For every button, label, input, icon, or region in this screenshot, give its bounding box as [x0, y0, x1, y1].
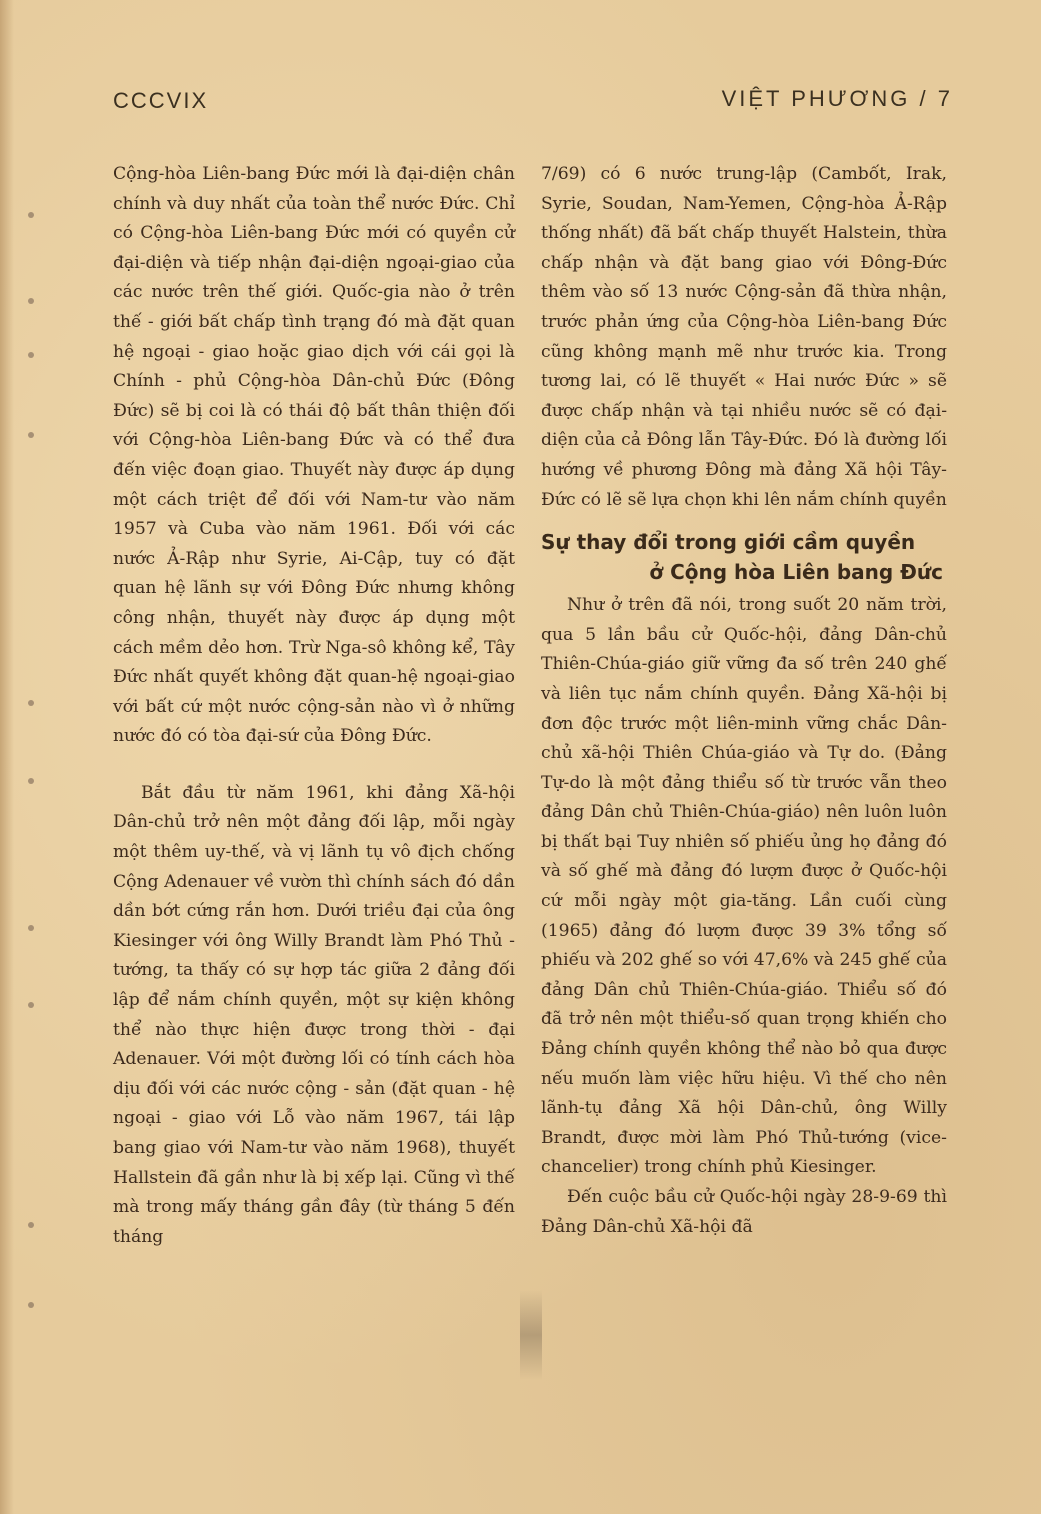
page-edge	[0, 0, 14, 1514]
section-heading	[541, 527, 947, 587]
right-column	[541, 160, 947, 1242]
paragraph: Như ở trên đã nói, trong suốt 20 năm trời, qua 5 lần bầu cử Quốc-hội, đảng Dân-chủ Thiên-Chúa-giáo giữ vững đa số trên 240 ghế và liên tục nắm chính quyền. Đảng Xã-hội bị đơn độc trước một liên-minh vững chắc Dân-chủ xã-hội Thiên Chúa-giáo và Tự do. (Đảng Tự-do là một đảng thiểu số từ trước vẫn theo đảng Dân chủ Thiên-Chúa-giáo) nên luôn luôn bị thất bại Tuy nhiên số phiếu ủng họ đảng đó và số ghế mà đảng đó lượm được ở Quốc-hội cứ mỗi ngày một gia-tăng. Lần cuối cùng (1965) đảng đó lượm được 39 3% tổng số phiếu và 202 ghế so với 47,6% và 245 ghế của đảng Dân chủ Thiên-Chúa-giáo. Thiểu số đó đã trở nên một thiểu-số quan trọng khiến cho Đảng chính quyền không thể nào bỏ qua được nếu muốn làm việc hữu hiệu. Vì thế cho nên lãnh-tụ đảng Xã hội Dân-chủ, ông Willy Brandt, được mời làm Phó Thủ-tướng (vice-chancelier) trong chính phủ Kiesinger.	[541, 595, 947, 1178]
binding-hole	[28, 298, 34, 304]
running-header-right: VIỆT PHƯƠNG / 7	[721, 86, 953, 111]
binding-hole	[28, 778, 34, 784]
paragraph: Bắt đầu từ năm 1961, khi đảng Xã-hội Dân-chủ trở nên một đảng đối lập, mỗi ngày một thêm uy-thế, và vị lãnh tụ vô địch chống Cộng Adenauer về vườn thì chính sách đó dần dần bớt cứng rắn hơn. Dưới triều đại của ông Kiesinger với ông Willy Brandt làm Phó Thủ - tướng, ta thấy có sự hợp tác giữa 2 đảng đối lập để nắm chính quyền, một sự kiện không thể nào thực hiện được trong thời - đại Adenauer. Với một đường lối có tính cách hòa dịu đối với các nước cộng - sản (đặt quan - hệ ngoại - giao với Lỗ vào năm 1967, tái lập bang giao với Nam-tư vào năm 1968), thuyết Hallstein đã gần như là bị xếp lại. Cũng vì thế mà trong mấy tháng gần đây (từ tháng 5 đến tháng	[113, 782, 515, 1247]
binding-hole	[28, 212, 34, 218]
binding-hole	[28, 925, 34, 931]
binding-hole	[28, 700, 34, 706]
paragraph: 7/69) có 6 nước trung-lập (Cambốt, Irak, Syrie, Soudan, Nam-Yemen, Cộng-hòa Ả-Rập thống nhất) đã bất chấp thuyết Halstein, thừa chấp nhận và đặt bang giao với Đông-Đức thêm vào số 13 nước Cộng-sản đã thừa nhận, trước phản ứng của Cộng-hòa Liên-bang Đức cũng không mạnh mẽ như trước kia. Trong tương lai, có lẽ thuyết « Hai nước Đức » sẽ được chấp nhận và tại nhiều nước sẽ có đại-diện của cả Đông lẫn Tây-Đức. Đó là đường lối hướng về phương Đông mà đảng Xã hội Tây-Đức có lẽ sẽ lựa chọn khi lên nắm chính quyền	[541, 164, 947, 510]
binding-hole	[28, 1222, 34, 1228]
paper-stain	[520, 1290, 542, 1380]
binding-hole	[28, 1302, 34, 1308]
binding-hole	[28, 352, 34, 358]
running-header-left: CCCVIX	[113, 88, 209, 113]
binding-hole	[28, 432, 34, 438]
paragraph: Cộng-hòa Liên-bang Đức mới là đại-diện chân chính và duy nhất của toàn thể nước Đức. Chỉ có Cộng-hòa Liên-bang Đức mới có quyền cử đại-diện và tiếp nhận đại-diện ngoại-giao của các nước trên thế giới. Quốc-gia nào ở trên thế - giới bất chấp tình trạng đó mà đặt quan hệ ngoại - giao hoặc giao dịch với cái gọi là Chính - phủ Cộng-hòa Dân-chủ Đức (Đông Đức) sẽ bị coi là có thái độ bất thân thiện đối với Cộng-hòa Liên-bang Đức và có thể đưa đến việc đoạn giao. Thuyết này được áp dụng một cách triệt để đối với Nam-tư vào năm 1957 và Cuba vào năm 1961. Đối với các nước Ả-Rập như Syrie, Ai-Cập, tuy có đặt quan hệ lãnh sự với Đông Đức nhưng không công nhận, thuyết này được áp dụng một cách mềm dẻo hơn. Trừ Nga-sô không kể, Tây Đức nhất quyết không đặt quan-hệ ngoại-giao với bất cứ một nước cộng-sản nào vì ở những nước đó có tòa đại-sứ của Đông Đức.	[113, 164, 515, 747]
section-heading-line: Sự thay đổi trong giới cầm quyền	[541, 530, 916, 555]
left-column	[113, 160, 515, 1252]
paragraph: Đến cuộc bầu cử Quốc-hội ngày 28-9-69 thì Đảng Dân-chủ Xã-hội đã	[541, 1187, 947, 1237]
section-heading-line: ở Cộng hòa Liên bang Đức	[649, 560, 943, 585]
binding-hole	[28, 1002, 34, 1008]
